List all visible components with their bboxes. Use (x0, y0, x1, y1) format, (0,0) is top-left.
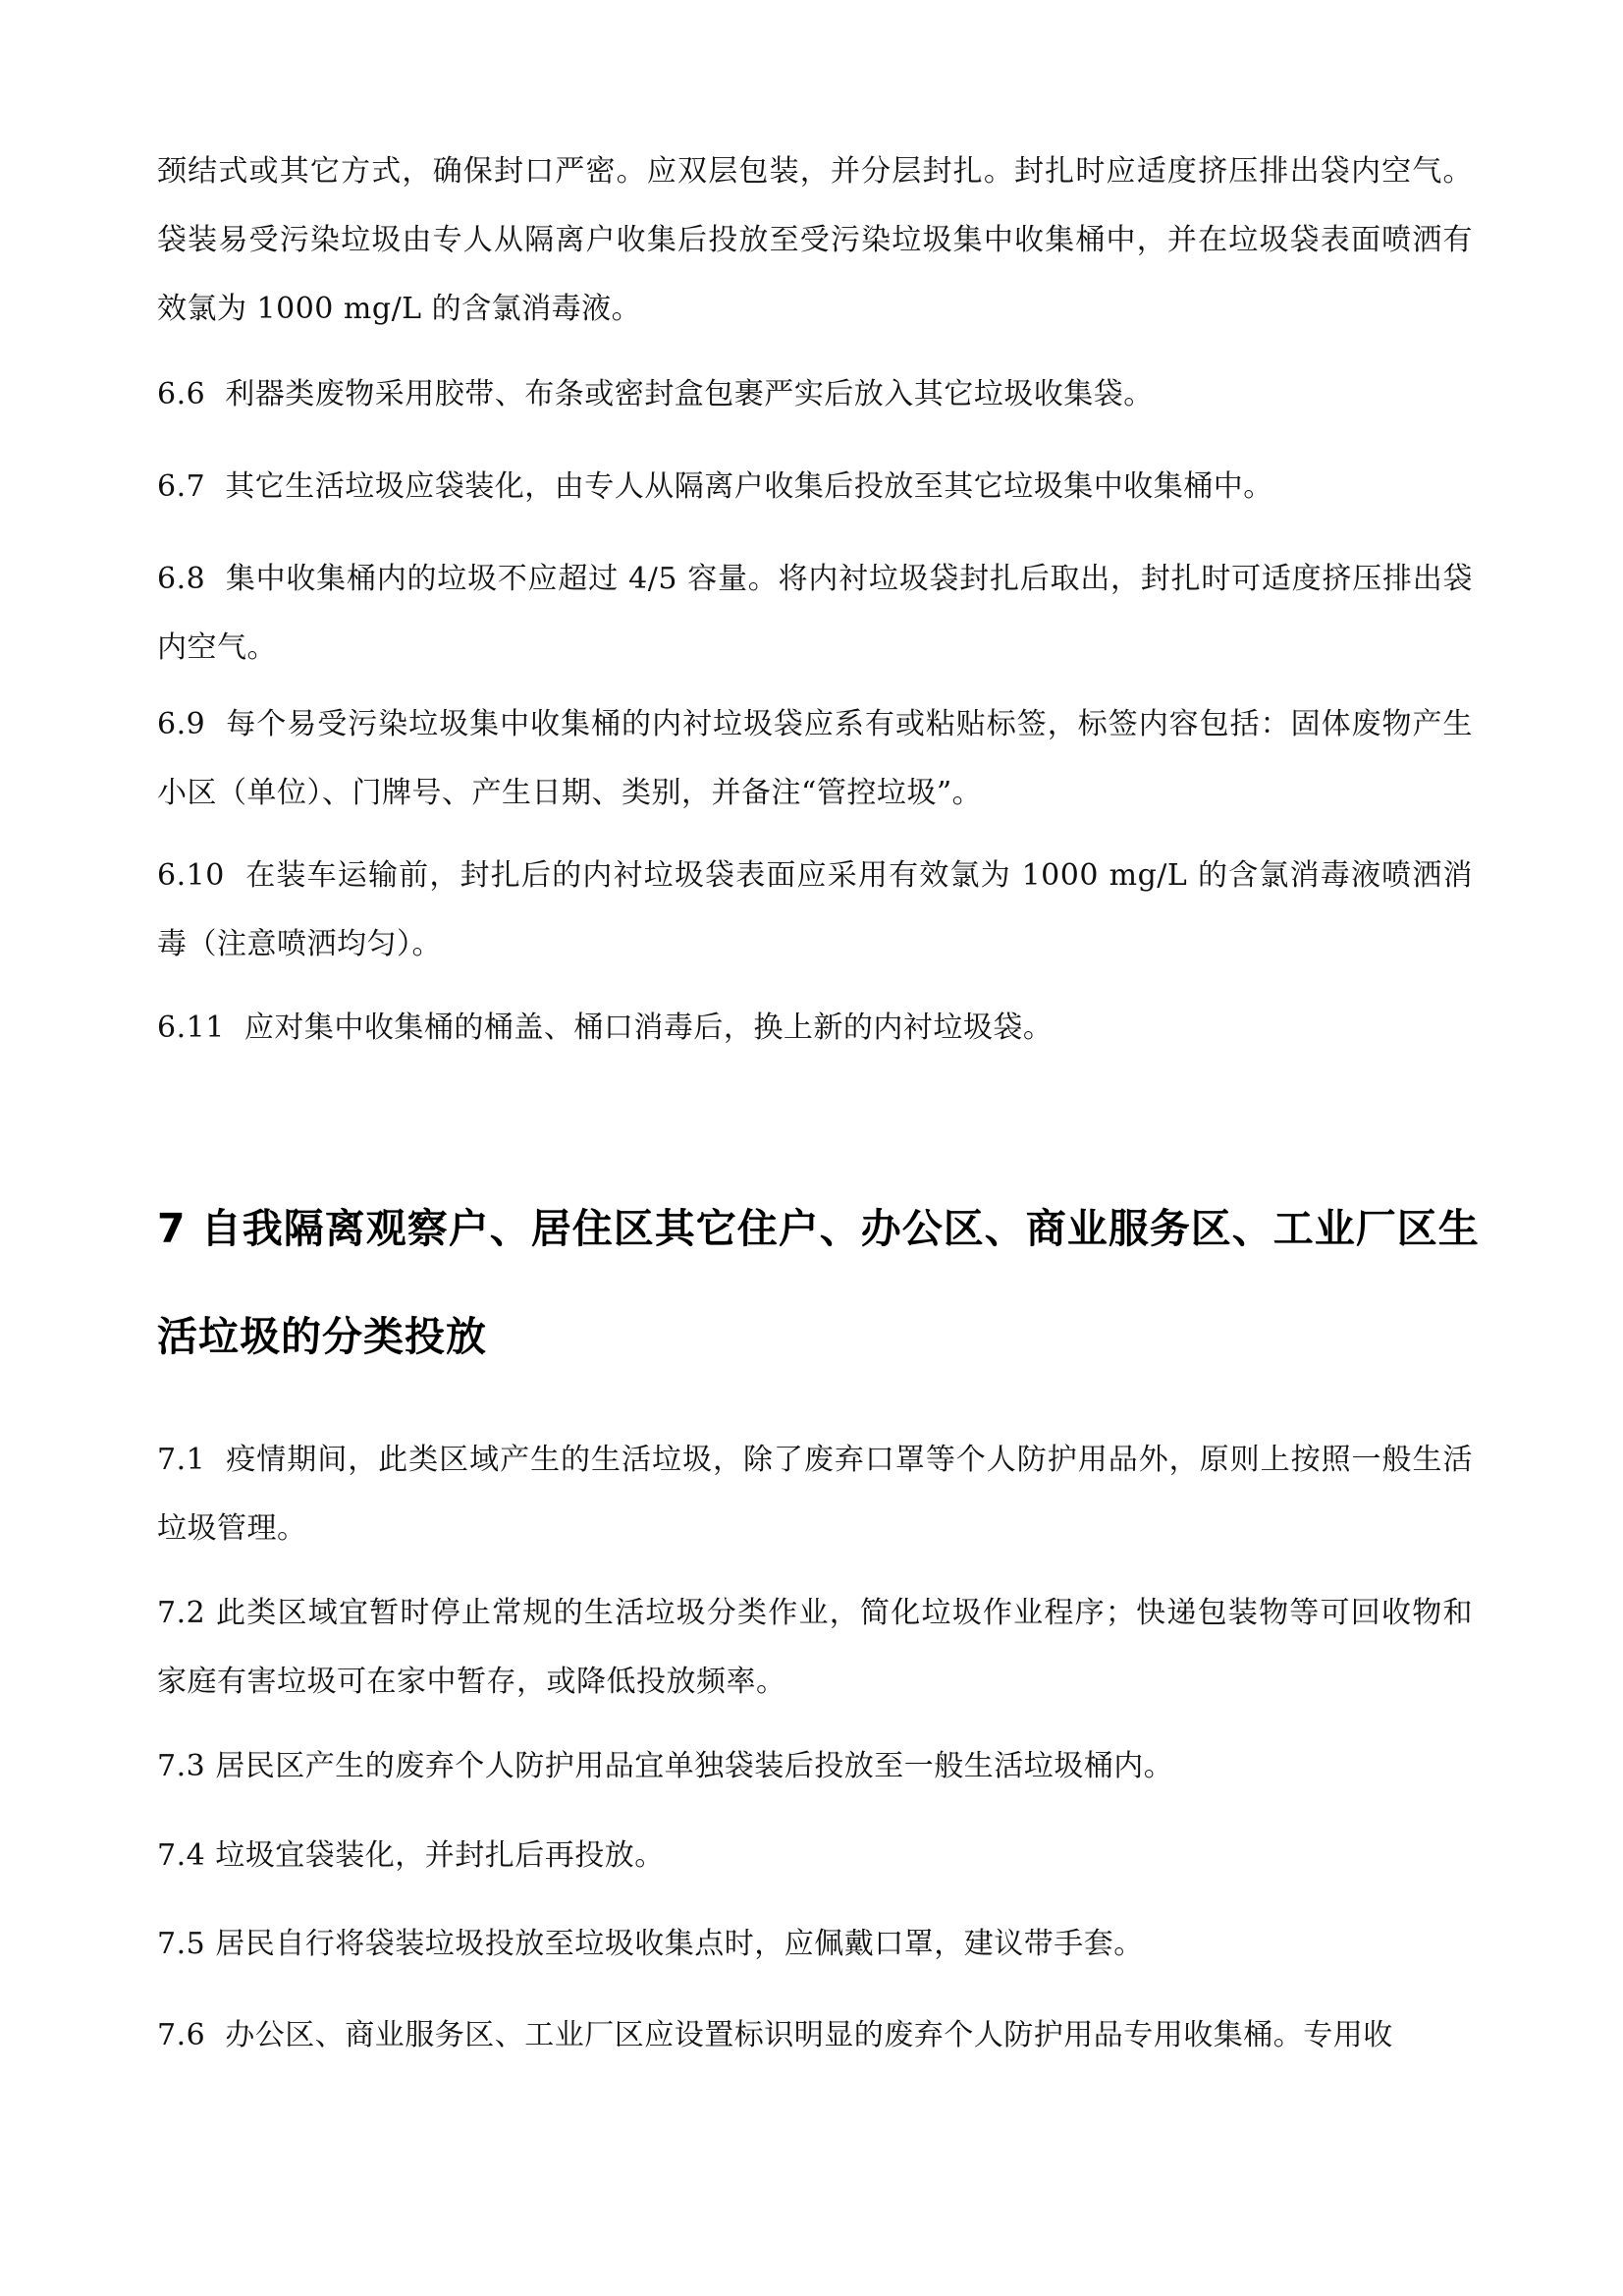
clause-number: 6.11 (157, 1011, 225, 1045)
clause-text: 应对集中收集桶的桶盖、桶口消毒后，换上新的内衬垃圾袋。 (243, 1011, 1054, 1045)
clause-text: 在装车运输前，封扎后的内衬垃圾袋表面应采用有效氯为 1000 mg/L 的含氯消毒液喷洒消毒（注意喷洒均匀）。 (157, 858, 1474, 961)
clause-number: 6.7 (157, 469, 206, 504)
clause-6-11 (157, 994, 1473, 1063)
clause-text: 集中收集桶内的垃圾不应超过 4/5 容量。将内衬垃圾袋封扎后取出，封扎时可适度挤压排出袋内空气。 (157, 562, 1473, 665)
clause-text: 居民区产生的废弃个人防护用品宜单独袋装后投放至一般生活垃圾桶内。 (215, 1749, 1174, 1783)
clause-text: 疫情期间，此类区域产生的生活垃圾，除了废弃口罩等个人防护用品外，原则上按照一般生活垃圾管理。 (157, 1443, 1474, 1546)
clause-number: 7.2 (157, 1596, 206, 1630)
clause-6-10 (157, 842, 1473, 979)
clause-6-8 (157, 545, 1473, 683)
clause-7-6 (157, 2001, 1473, 2070)
clause-text: 利器类废物采用胶带、布条或密封盒包裹严实后放入其它垃圾收集袋。 (225, 377, 1154, 411)
clause-6-7 (157, 453, 1473, 521)
clause-7-1 (157, 1426, 1473, 1563)
clause-number: 6.6 (157, 377, 206, 411)
clause-7-3 (157, 1732, 1473, 1801)
continuation-paragraph (157, 137, 1473, 344)
clause-number: 6.9 (157, 707, 206, 741)
paragraph-text: 颈结式或其它方式，确保封口严密。应双层包装，并分层封扎。封扎时应适度挤压排出袋内空气。袋装易受污染垃圾由专人从隔离户收集后投放至受污染垃圾集中收集桶中，并在垃圾袋表面喷洒有效氯为 1000 mg/L 的含氯消毒液。 (157, 154, 1473, 326)
clause-text: 此类区域宜暂时停止常规的生活垃圾分类作业，简化垃圾作业程序；快递包装物等可回收物和家庭有害垃圾可在家中暂存，或降低投放频率。 (157, 1596, 1473, 1699)
clause-number: 6.8 (157, 562, 206, 596)
clause-number: 6.10 (157, 858, 225, 893)
clause-7-2 (157, 1579, 1473, 1717)
clause-number: 7.6 (157, 2018, 206, 2052)
clause-7-5 (157, 1910, 1473, 1979)
clause-6-9 (157, 690, 1473, 828)
clause-text: 每个易受污染垃圾集中收集桶的内衬垃圾袋应系有或粘贴标签，标签内容包括：固体废物产生小区（单位）、门牌号、产生日期、类别，并备注“管控垃圾”。 (157, 707, 1474, 810)
clause-number: 7.5 (157, 1927, 206, 1961)
clause-text: 垃圾宜袋装化，并封扎后再投放。 (215, 1838, 665, 1873)
clause-text: 居民自行将袋装垃圾投放至垃圾收集点时，应佩戴口罩，建议带手套。 (215, 1927, 1144, 1961)
section-7-heading: 7 自我隔离观察户、居住区其它住户、办公区、商业服务区、工业厂区生活垃圾的分类投放 (157, 1205, 1480, 1360)
clause-7-4 (157, 1822, 1473, 1890)
clause-text: 办公区、商业服务区、工业厂区应设置标识明显的废弃个人防护用品专用收集桶。专用收 (225, 2018, 1393, 2052)
clause-text: 其它生活垃圾应袋装化，由专人从隔离户收集后投放至其它垃圾集中收集桶中。 (225, 469, 1273, 504)
clause-number: 7.1 (157, 1443, 206, 1477)
clause-number: 7.4 (157, 1838, 206, 1873)
clause-6-6 (157, 360, 1473, 429)
clause-number: 7.3 (157, 1749, 206, 1783)
